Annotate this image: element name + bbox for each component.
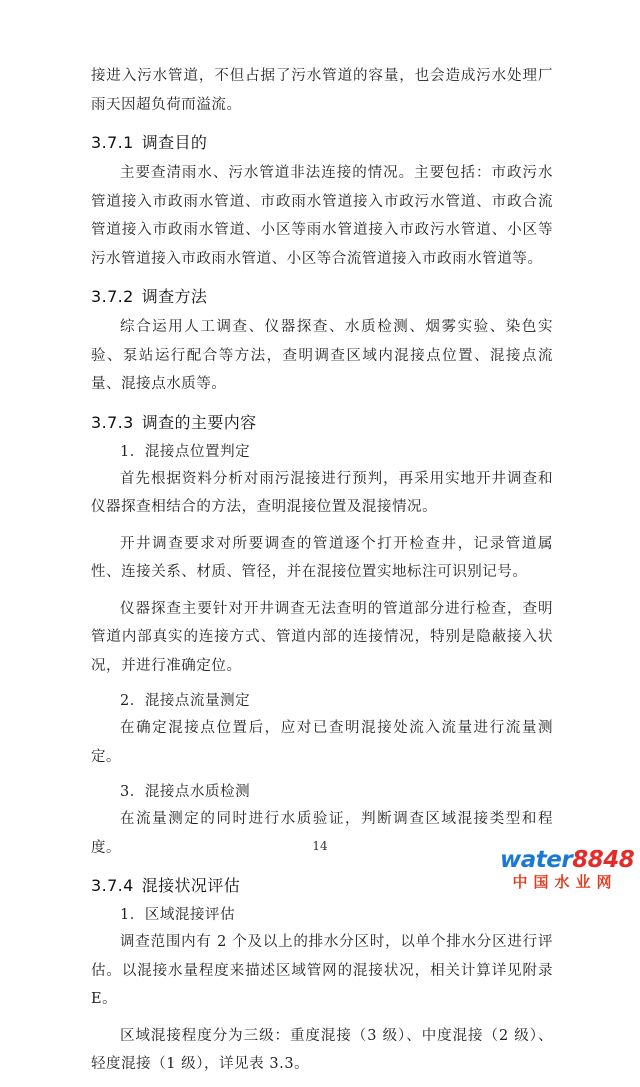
section-title: 调查目的 [141, 133, 208, 152]
section-heading-3-7-3 [91, 411, 553, 435]
paragraph: 首先根据资料分析对雨污混接进行预判，再采用实地开井调查和仪器探查相结合的方法，查明混接位置及混接情况。 [91, 470, 553, 515]
watermark-logo [500, 847, 635, 897]
section-heading-3-7-1 [91, 131, 553, 155]
sub-item-label: 1．混接点位置判定 [120, 443, 251, 460]
paragraph: 开井调查要求对所要调查的管道逐个打开检查井，记录管道属性、连接关系、材质、管径，并在混接位置实地标注可识别记号。 [91, 535, 553, 580]
section-number: 3.7.1 [91, 133, 134, 152]
watermark-number: 8848 [572, 847, 635, 873]
paragraph: 仪器探查主要针对开井调查无法查明的管道部分进行检查，查明管道内部真实的连接方式、管道内部的连接情况，特别是隐蔽接入状况，并进行准确定位。 [91, 600, 553, 674]
watermark-wordmark [500, 847, 635, 873]
sub-item-label: 3．混接点水质检测 [120, 784, 251, 800]
paragraph: 在确定混接点位置后，应对已查明混接处流入流量进行流量测定。 [91, 720, 553, 765]
section-number: 3.7.3 [91, 412, 134, 432]
section-heading-3-7-2 [91, 285, 553, 309]
section-number: 3.7.2 [91, 287, 134, 306]
sub-item-label: 1．区域混接评估 [120, 907, 236, 923]
section-number: 3.7.4 [91, 876, 134, 895]
intro-paragraph: 接进入污水管道，不但占据了污水管道的容量，也会造成污水处理厂雨天因超负荷而溢流。 [91, 68, 553, 113]
paragraph: 综合运用人工调查、仪器探查、水质检测、烟雾实验、染色实验、泵站运行配合等方法，查明调查区域内混接点位置、混接点流量、混接点水质等。 [91, 319, 553, 392]
page-number: 14 [312, 839, 328, 853]
paragraph: 主要查清雨水、污水管道非法连接的情况。主要包括：市政污水管道接入市政雨水管道、市政雨水管道接入市政污水管道、市政合流管道接入市政雨水管道、小区等雨水管道接入市政污水管道、小区等污水管道接入市政雨水管道、小区等合流管道接入市政雨水管道等。 [91, 165, 553, 267]
sub-item-label: 2．混接点流量测定 [120, 693, 251, 709]
paragraph: 区域混接程度分为三级：重度混接（3 级）、中度混接（2 级）、轻度混接（1 级），详见表 3.3。 [91, 1027, 553, 1072]
section-heading-3-7-4 [91, 874, 553, 898]
watermark-chinese-text: 中国水业网 [512, 873, 618, 891]
section-title: 调查的主要内容 [141, 412, 257, 432]
page-content [91, 62, 553, 1087]
section-title: 混接状况评估 [141, 876, 241, 895]
paragraph: 调查范围内有 2 个及以上的排水分区时，以单个排水分区进行评估。以混接水量程度来描述区域管网的混接状况，相关计算详见附录 E。 [91, 934, 553, 1007]
watermark-word: water [500, 847, 573, 873]
section-title: 调查方法 [141, 287, 208, 306]
paragraph: 在流量测定的同时进行水质验证，判断调查区域混接类型和程度。 [91, 811, 553, 856]
